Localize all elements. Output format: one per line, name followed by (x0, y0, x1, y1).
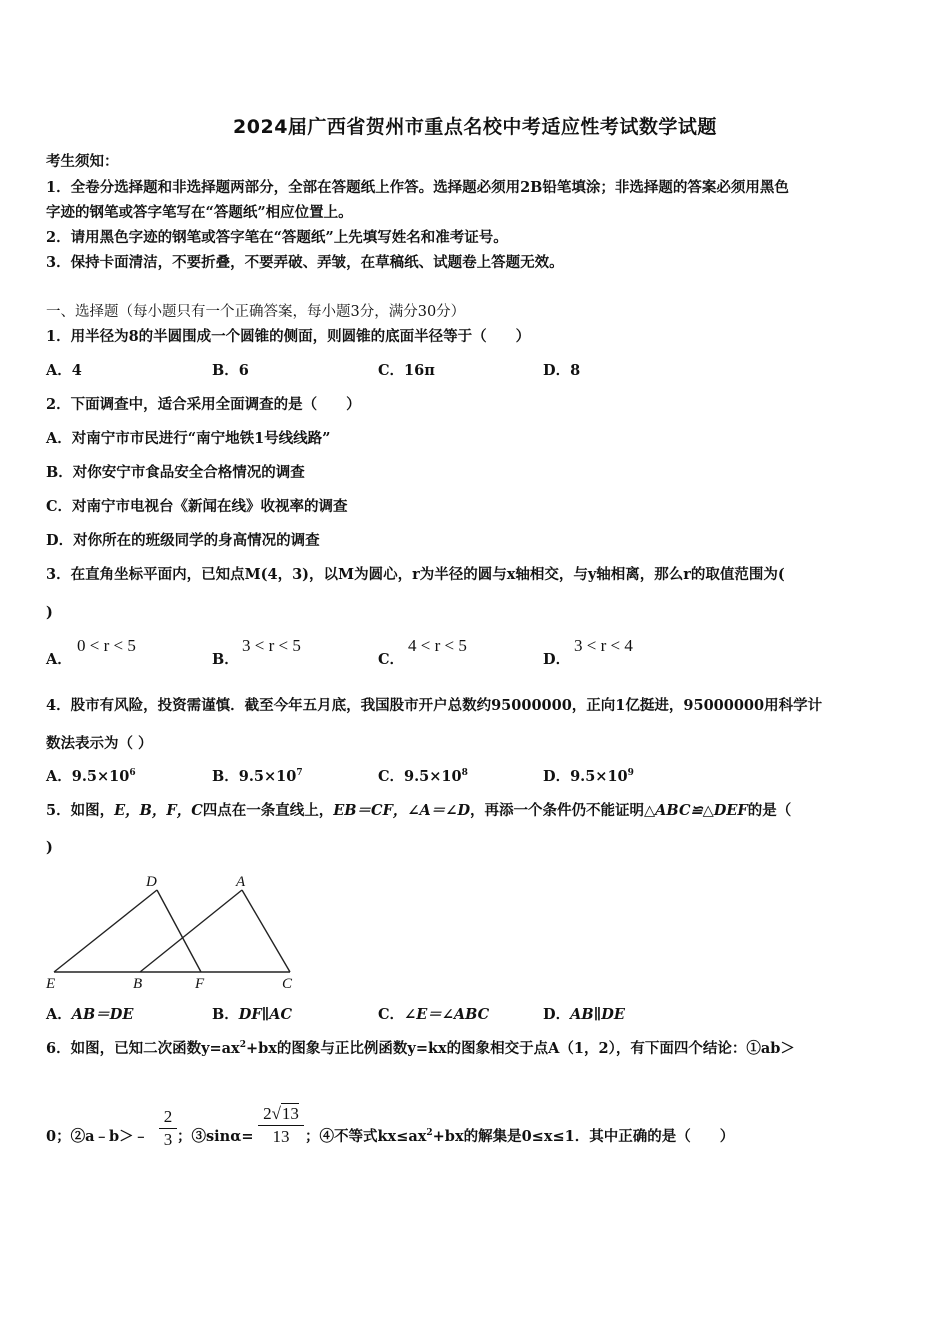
notice-item-1-line-1: 1．全卷分选择题和非选择题两部分，全部在答题纸上作答。选择题必须用2B铅笔填涂；非选择题的答案必须用黑色 (46, 179, 789, 196)
label-d: D (146, 874, 157, 890)
fraction-sin-alpha: 2√13 13 (258, 1104, 304, 1147)
question-5-option-a: A．AB＝DE (46, 1006, 134, 1023)
question-6-part-2: ；③sinα= (177, 1128, 254, 1145)
question-4-stem-line-2: 数法表示为（ ） (46, 735, 153, 752)
exponent: 8 (461, 768, 468, 778)
question-2-option-b: B．对你安宁市食品安全合格情况的调查 (46, 464, 305, 481)
question-6-part-3: ；④不等式$kx\le ax^2+bx$的解集是0≤x≤1．其中正确的是（ ） (305, 1128, 735, 1145)
question-3-option-c-range: 4 < r < 5 (408, 636, 467, 655)
notice-item-1-line-2: 字迹的钢笔或答字笔写在“答题纸”相应位置上。 (46, 204, 353, 221)
question-1-option-b: B．6 (212, 362, 249, 379)
page-title: 2024届广西省贺州市重点名校中考适应性考试数学试题 (233, 116, 717, 138)
label-f: F (195, 976, 205, 992)
question-3-option-a-letter: A． (46, 651, 72, 668)
question-3-stem-line-1: 3．在直角坐标平面内，已知点M(4，3)，以M为圆心，r为半径的圆与x轴相交，与y轴相离，那么r的取值范围为( (46, 566, 785, 583)
triangle-figure (44, 872, 294, 992)
fraction-two-thirds: 2 3 (159, 1107, 177, 1150)
question-2-stem: 2．下面调查中，适合采用全面调查的是（ ） (46, 396, 361, 413)
question-2-option-d: D．对你所在的班级同学的身高情况的调查 (46, 532, 320, 549)
label-c: C (282, 976, 293, 992)
question-1-option-c: C．16π (378, 362, 435, 379)
question-6-part-1: 0；②a﹣b＞﹣ (46, 1128, 149, 1145)
question-3-option-c-letter: C． (378, 651, 405, 668)
question-4-stem-line-1: 4．股市有风险，投资需谨慎．截至今年五月底，我国股市开户总数约95000000，正向1亿挺进，95000000用科学计 (46, 697, 823, 714)
question-1-option-a: A．4 (46, 362, 82, 379)
question-5-stem-line-2: ) (46, 839, 53, 856)
question-3-option-b-letter: B． (212, 651, 239, 668)
exponent: 9 (627, 768, 634, 778)
exponent: 7 (296, 768, 303, 778)
question-4-option-d: D．$9.5\times 10^9$ (543, 768, 634, 785)
label-a: A (236, 874, 246, 890)
question-1-stem: 1．用半径为8的半圆围成一个圆锥的侧面，则圆锥的底面半径等于（ ） (46, 328, 531, 345)
question-5-stem-line-1: 5．如图，E，B，F，C四点在一条直线上，EB＝CF，∠A＝∠D，再添一个条件仍不能证明△ABC≌△DEF的是（ (46, 802, 792, 819)
label-b: B (133, 976, 143, 992)
figure-background (44, 872, 294, 992)
question-3-option-d-letter: D． (543, 651, 571, 668)
question-4-option-c: C．$9.5\times 10^8$ (378, 768, 468, 785)
exponent: 6 (129, 768, 136, 778)
question-3-stem-line-2: ) (46, 604, 53, 621)
label-e: E (46, 976, 56, 992)
question-3-option-d-range: 3 < r < 4 (574, 636, 633, 655)
notice-heading: 考生须知： (46, 153, 119, 170)
question-4-option-b: B．$9.5\times 10^7$ (212, 768, 303, 785)
question-5-option-c: C．∠E＝∠ABC (378, 1006, 490, 1023)
question-3-option-a-range: 0 < r < 5 (77, 636, 136, 655)
notice-item-2: 2．请用黑色字迹的钢笔或答字笔在“答题纸”上先填写姓名和准考证号。 (46, 229, 508, 246)
question-4-option-a: A．$9.5\times 10^6$ (46, 768, 136, 785)
question-2-option-c: C．对南宁市电视台《新闻在线》收视率的调查 (46, 498, 348, 515)
question-2-option-a: A．对南宁市市民进行“南宁地铁1号线线路” (46, 430, 331, 447)
question-5-option-b: B．DF∥AC (212, 1006, 293, 1023)
question-1-option-d: D．8 (543, 362, 581, 379)
notice-item-3: 3．保持卡面清洁，不要折叠，不要弄破、弄皱，在草稿纸、试题卷上答题无效。 (46, 254, 564, 271)
section-heading: 一、选择题（每小题只有一个正确答案，每小题3分，满分30分） (46, 304, 466, 320)
question-6-stem-line-1: 6．如图，已知二次函数$y=ax^2+bx$的图象与正比例函数y=kx的图象相交于点A（1，2），有下面四个结论：①ab＞ (46, 1040, 795, 1057)
question-5-option-d: D．AB∥DE (543, 1006, 625, 1023)
question-3-option-b-range: 3 < r < 5 (242, 636, 301, 655)
